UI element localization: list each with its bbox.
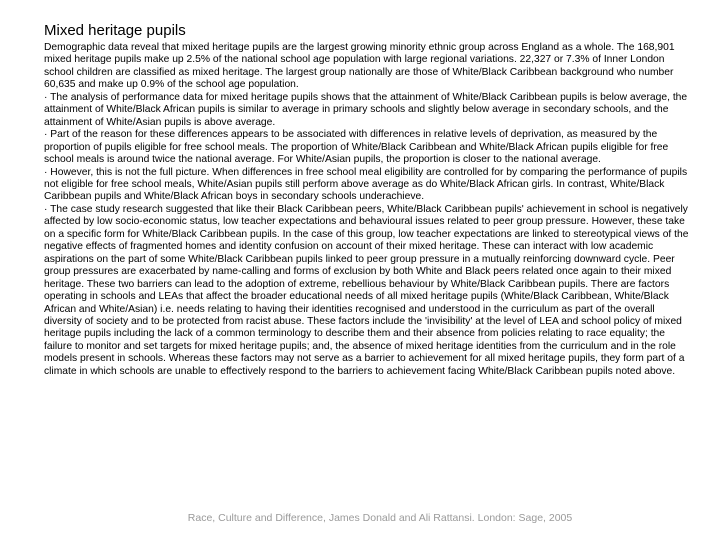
slide-body [44, 42, 692, 378]
source-citation: Race, Culture and Difference, James Donald and Ali Rattansi. London: Sage, 2005 [187, 512, 573, 524]
paragraph-deprivation: · Part of the reason for these differences appears to be associated with differences in relative levels of deprivation, as measured by the proportion of pupils eligible for free school meals. The proportion of White/Black Caribbean and White/Black African pupils eligible for free school meals is around twice the national average. For White/Asian pupils, the proportion is closer to the national average. [44, 129, 669, 166]
paragraph-attainment: · The analysis of performance data for mixed heritage pupils shows that the attainment of White/Black Caribbean pupils is below average, the attainment of White/Black African pupils is similar to average in primary schools and slightly below average in secondary schools, and the attainment of White/Asian pupils is above average. [44, 91, 688, 128]
paragraph-case-study: · The case study research suggested that like their Black Caribbean peers, White/Black Caribbean pupils' achievement in school is negatively affected by low socio-economic status, low teacher expectations and behavioural issues related to peer group pressure. However, these take on a specific form for White/Black Caribbean pupils. In the case of this group, low teacher expectations are linked to stereotypical views of the negative effects of fragmented homes and identity confusion on account of their mixed heritage. These can interact with low academic aspirations on the part of some White/Black Caribbean pupils linked to peer group pressure in a mutually reinforcing downward cycle. Peer group pressures are exacerbated by name-calling and forms of exclusion by both White and Black peers related once again to their mixed heritage. These two barriers can lead to the adoption of extreme, rebellious behaviour by White/Black Caribbean pupils. There are factors operating in schools and LEAs that affect the broader educational needs of all mixed heritage pupils (White/Black Caribbean, White/Black African and White/Asian) i.e. needs relating to having their identities recognised and understood in the curriculum as part of the overall diversity of society and to be protected from racist abuse. These factors include the 'invisibility' at the level of LEA and school policy of mixed heritage pupils including the lack of a common terminology to describe them and their absence from policies relating to race equality; the failure to monitor and set targets for mixed heritage pupils; and, the absence of mixed heritage identities from the curriculum and in the role models present in schools. Whereas these factors may not serve as a barrier to achievement for all mixed heritage pupils, they form part of a climate in which schools are unable to effectively respond to the barriers to achievement facing White/Black Caribbean pupils noted above. [44, 203, 689, 377]
paragraph-demographics: Demographic data reveal that mixed heritage pupils are the largest growing minority ethnic group across England as a whole. The 168,901 mixed heritage pupils make up 2.5% of the national school age population with large regional variations. 22,327 or 7.3% of Inner London school children are classified as mixed heritage. The largest group nationally are those of White/Black Caribbean background who number 60,635 and make up 0.9% of the school age population. [44, 42, 675, 91]
slide-title: Mixed heritage pupils [44, 22, 186, 39]
paragraph-free-school-meals: · However, this is not the full picture. When differences in free school meal eligibility are controlled for by comparing the performance of pupils not eligible for free school meals, White/Asian pupils still perform above average as do White/Black African girls. In contrast, White/Black Caribbean pupils and White/Black African boys in secondary schools underachieve. [44, 166, 688, 203]
